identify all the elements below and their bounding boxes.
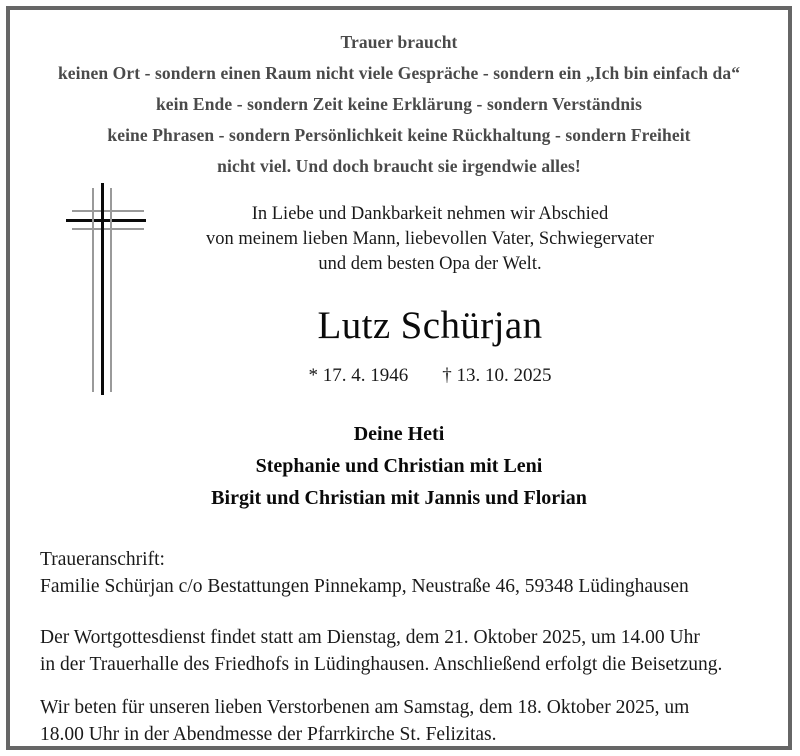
cross-horizontal-upper-line	[72, 210, 144, 212]
poem-line-2: keinen Ort - sondern einen Raum nicht viele Gespräche - sondern ein „Ich bin einfach da“	[57, 63, 741, 83]
poem-line-3: kein Ende - sondern Zeit keine Erklärung - sondern Verständnis	[155, 94, 643, 114]
cross-horizontal-main-line	[66, 219, 146, 222]
family-line-1: Deine Heti	[353, 423, 445, 445]
family-line-3: Birgit und Christian mit Jannis und Florian	[211, 487, 587, 509]
mass-line-1: Wir beten für unseren lieben Verstorbenen am Samstag, dem 18. Oktober 2025, um	[40, 697, 690, 718]
memorial-poem	[10, 10, 788, 182]
notice-footer	[40, 546, 780, 748]
deceased-name: Lutz Schürjan	[317, 304, 543, 347]
memorial-mass-info	[40, 694, 770, 748]
funeral-service-info	[40, 624, 780, 678]
mass-line-2: 18.00 Uhr in der Abendmesse der Pfarrkirche St. Felizitas.	[40, 724, 497, 745]
life-dates	[180, 363, 680, 389]
notice-frame	[6, 6, 792, 750]
dedication-line-1: In Liebe und Dankbarkeit nehmen wir Abschied	[251, 204, 609, 224]
funeral-line-2: in der Trauerhalle des Friedhofs in Lüdinghausen. Anschließend erfolgt die Beisetzung.	[40, 654, 723, 675]
cross-horizontal-lower-line	[72, 228, 144, 230]
dedication-line-2: von meinem lieben Mann, liebevollen Vater, Schwiegervater	[206, 229, 654, 249]
birth-date: * 17. 4. 1946	[308, 365, 409, 386]
poem-line-1: Trauer braucht	[340, 32, 458, 52]
dedication-text	[180, 202, 680, 277]
dedication-line-3: und dem besten Opa der Welt.	[318, 254, 542, 274]
cross-vertical-right-line	[110, 188, 112, 392]
poem-line-4: keine Phrasen - sondern Persönlichkeit keine Rückhaltung - sondern Freiheit	[107, 125, 691, 145]
family-line-2: Stephanie und Christian mit Leni	[255, 455, 543, 477]
address-value: Familie Schürjan c/o Bestattungen Pinnekamp, Neustraße 46, 59348 Lüdinghausen	[40, 576, 689, 597]
christian-cross-icon	[60, 180, 160, 395]
cross-vertical-main-line	[101, 183, 104, 395]
surviving-family	[10, 418, 788, 514]
address-label: Traueranschrift:	[40, 549, 165, 570]
poem-line-5: nicht viel. Und doch braucht sie irgendwie alles!	[217, 156, 581, 176]
cross-vertical-left-line	[92, 188, 94, 392]
funeral-line-1: Der Wortgottesdienst findet statt am Dienstag, dem 21. Oktober 2025, um 14.00 Uhr	[40, 627, 700, 648]
death-date: † 13. 10. 2025	[442, 365, 552, 386]
